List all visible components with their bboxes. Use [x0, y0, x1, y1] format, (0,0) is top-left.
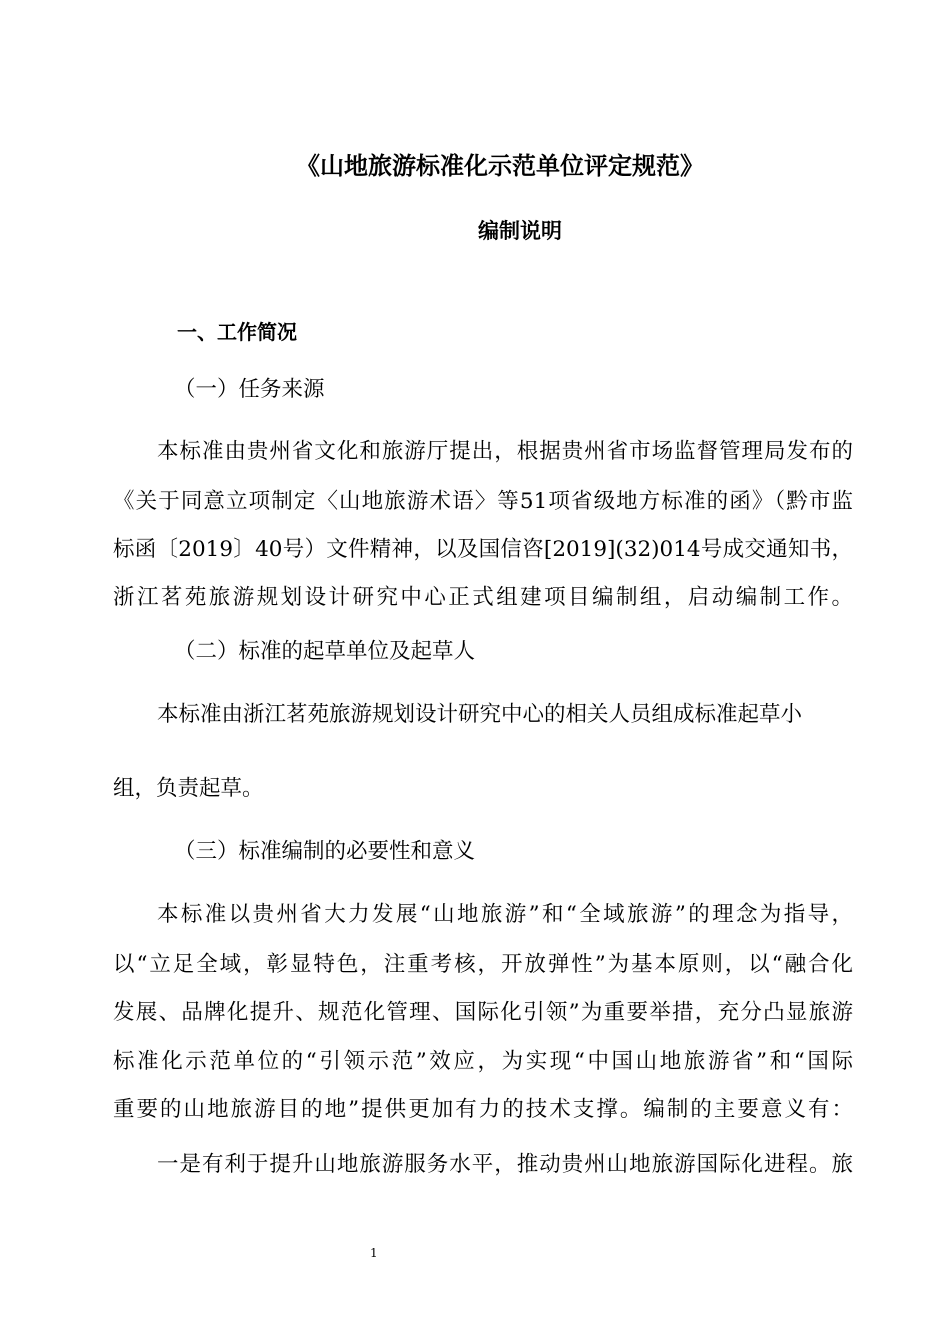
document-subtitle: 编制说明 [478, 219, 562, 243]
section-heading: 一、工作简况 [177, 320, 297, 344]
subsection-heading: （二）标准的起草单位及起草人 [174, 639, 476, 664]
paragraph-line: 浙江茗苑旅游规划设计研究中心正式组建项目编制组，启动编制工作。 [113, 585, 853, 610]
subsection-heading: （一）任务来源 [174, 377, 325, 402]
paragraph-line: 本标准以贵州省大力发展“山地旅游”和“全域旅游”的理念为指导， [157, 902, 853, 927]
paragraph-line: 《关于同意立项制定〈山地旅游术语〉等51项省级地方标准的函》（黔市监 [113, 489, 853, 514]
subsection-heading: （三）标准编制的必要性和意义 [174, 839, 476, 864]
paragraph-line: 标函〔2019〕40号）文件精神，以及国信咨[2019](32)014号成交通知书， [113, 537, 853, 562]
paragraph-line: 以“立足全域，彰显特色，注重考核，开放弹性”为基本原则，以“融合化 [113, 952, 853, 977]
paragraph-line: 本标准由贵州省文化和旅游厅提出，根据贵州省市场监督管理局发布的 [157, 439, 853, 464]
paragraph-line: 一是有利于提升山地旅游服务水平，推动贵州山地旅游国际化进程。旅 [157, 1152, 853, 1177]
paragraph-line: 标准化示范单位的“引领示范”效应，为实现“中国山地旅游省”和“国际 [113, 1049, 853, 1074]
paragraph-line: 发展、品牌化提升、规范化管理、国际化引领”为重要举措，充分凸显旅游 [113, 1000, 853, 1025]
paragraph-line: 本标准由浙江茗苑旅游规划设计研究中心的相关人员组成标准起草小 [157, 702, 803, 727]
page-number: 1 [370, 1246, 378, 1260]
paragraph-line: 组，负责起草。 [113, 776, 264, 801]
document-title: 《山地旅游标准化示范单位评定规范》 [296, 152, 704, 180]
paragraph-line: 重要的山地旅游目的地”提供更加有力的技术支撑。编制的主要意义有： [113, 1097, 853, 1122]
